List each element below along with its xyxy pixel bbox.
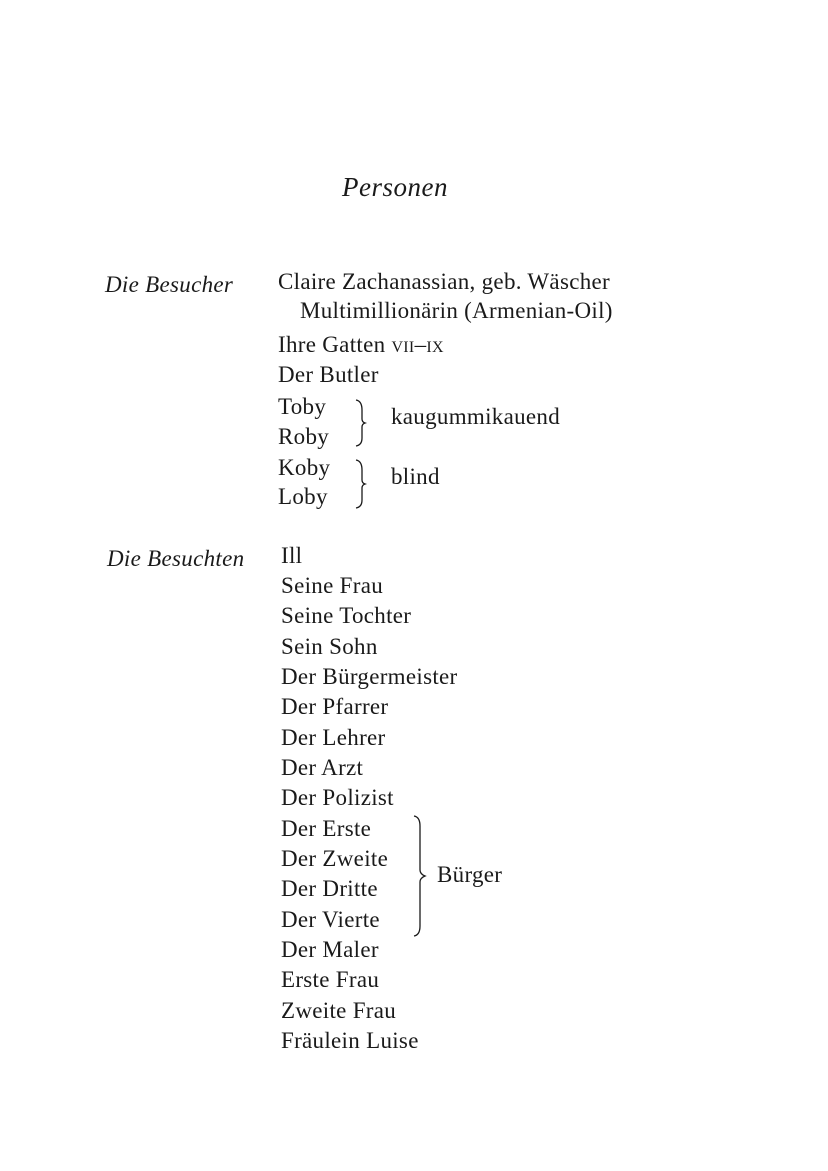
note-buerger: Bürger <box>437 862 503 887</box>
cast-gatten-numerals: vii–ix <box>391 332 444 357</box>
cast-item: Sein Sohn <box>281 634 378 659</box>
cast-item: Der Vierte <box>281 907 380 932</box>
cast-item: Der Erste <box>281 816 372 841</box>
cast-claire-description: Multimillionärin (Armenian-Oil) <box>300 298 613 323</box>
cast-claire: Claire Zachanassian, geb. Wäscher <box>278 269 610 294</box>
brace-buerger <box>410 814 434 938</box>
cast-toby: Toby <box>278 394 327 419</box>
cast-item: Der Bürgermeister <box>281 664 458 689</box>
cast-item: Der Zweite <box>281 846 389 871</box>
note-blind: blind <box>391 464 440 489</box>
cast-item: Erste Frau <box>281 967 380 992</box>
cast-item: Der Maler <box>281 937 379 962</box>
cast-item: Seine Tochter <box>281 603 412 628</box>
brace-koby-loby <box>352 458 368 510</box>
cast-item: Seine Frau <box>281 573 384 598</box>
cast-item: Der Arzt <box>281 755 364 780</box>
cast-item: Der Polizist <box>281 785 394 810</box>
cast-koby: Koby <box>278 455 331 480</box>
cast-item: Fräulein Luise <box>281 1028 419 1053</box>
group-label-besucher: Die Besucher <box>105 272 234 297</box>
cast-item: Zweite Frau <box>281 998 397 1023</box>
cast-item: Der Dritte <box>281 876 378 901</box>
cast-item: Der Pfarrer <box>281 694 389 719</box>
page-title: Personen <box>342 172 448 202</box>
cast-roby: Roby <box>278 424 330 449</box>
note-kaugummikauend: kaugummikauend <box>391 404 560 429</box>
group-label-besuchten: Die Besuchten <box>107 546 245 571</box>
brace-toby-roby <box>352 398 368 448</box>
cast-item: Ill <box>281 543 303 568</box>
cast-gatten-label: Ihre Gatten <box>278 332 386 357</box>
cast-loby: Loby <box>278 484 328 509</box>
cast-butler: Der Butler <box>278 362 379 387</box>
cast-item: Der Lehrer <box>281 725 386 750</box>
cast-gatten <box>278 332 444 358</box>
